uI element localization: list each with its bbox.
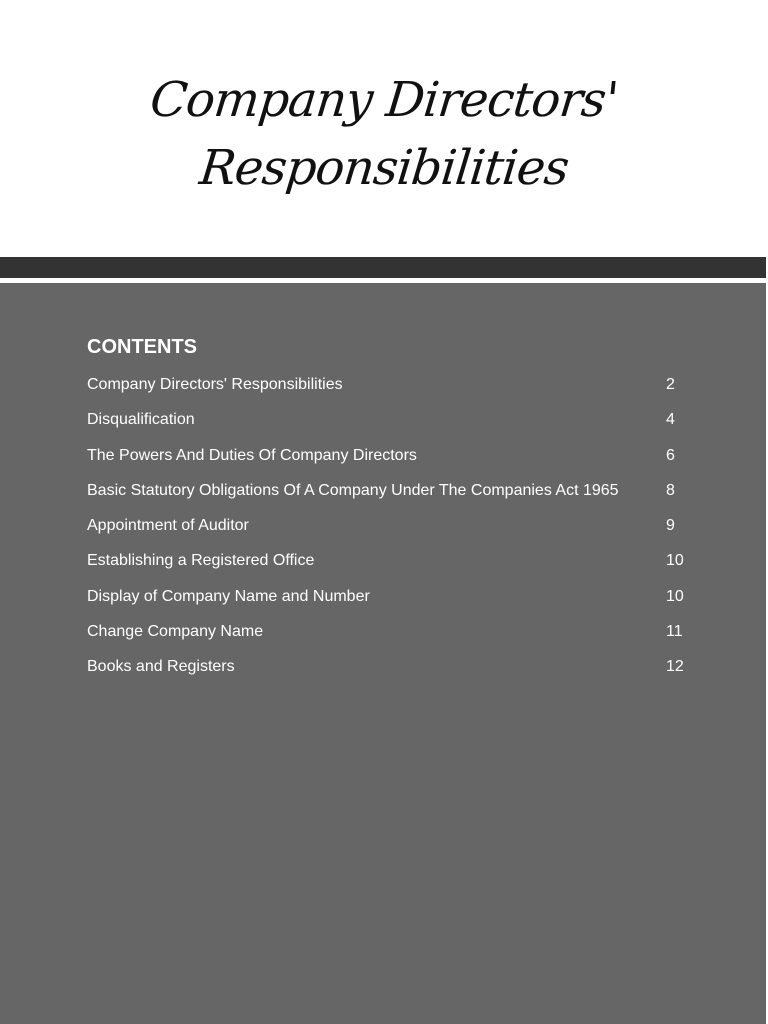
contents-heading: CONTENTS [87,336,197,358]
cover-header [0,0,768,256]
toc-entry-title[interactable]: Display of Company Name and Number [87,587,370,605]
document-title [0,66,768,202]
toc-entry[interactable] [87,446,707,481]
toc-entry-title[interactable]: Basic Statutory Obligations Of A Company Under The Companies Act 1965 [87,481,619,499]
toc-entry[interactable] [87,551,707,586]
table-of-contents [87,375,707,692]
toc-entry[interactable] [87,481,707,516]
toc-entry-page[interactable]: 12 [666,658,684,675]
toc-entry-page[interactable]: 10 [666,587,684,605]
contents-panel [0,283,766,1024]
toc-entry-page[interactable]: 11 [666,622,683,640]
toc-entry-page[interactable]: 2 [666,376,675,393]
toc-entry-page[interactable]: 4 [666,411,675,429]
toc-entry-title[interactable]: The Powers And Duties Of Company Directors [87,446,417,464]
toc-entry-title[interactable]: Appointment of Auditor [87,517,249,534]
toc-entry-page[interactable]: 9 [666,517,675,534]
toc-entry[interactable] [87,516,707,551]
toc-entry-title[interactable]: Establishing a Registered Office [87,552,315,570]
toc-entry[interactable] [87,587,707,622]
toc-entry-title[interactable]: Company Directors' Responsibilities [87,376,343,393]
document-title-line-2: Responsibilities [196,140,572,196]
toc-entry-title[interactable]: Books and Registers [87,658,235,675]
toc-entry[interactable] [87,622,707,657]
header-divider-band [0,257,766,278]
toc-entry-page[interactable]: 8 [666,481,675,499]
toc-entry[interactable] [87,657,707,692]
document-title-line-1: Company Directors' [147,72,621,128]
toc-entry-title[interactable]: Disqualification [87,411,195,429]
toc-entry[interactable] [87,410,707,445]
toc-entry-page[interactable]: 10 [666,552,684,570]
toc-entry-title[interactable]: Change Company Name [87,622,264,640]
toc-entry-page[interactable]: 6 [666,446,675,464]
toc-entry[interactable] [87,375,707,410]
